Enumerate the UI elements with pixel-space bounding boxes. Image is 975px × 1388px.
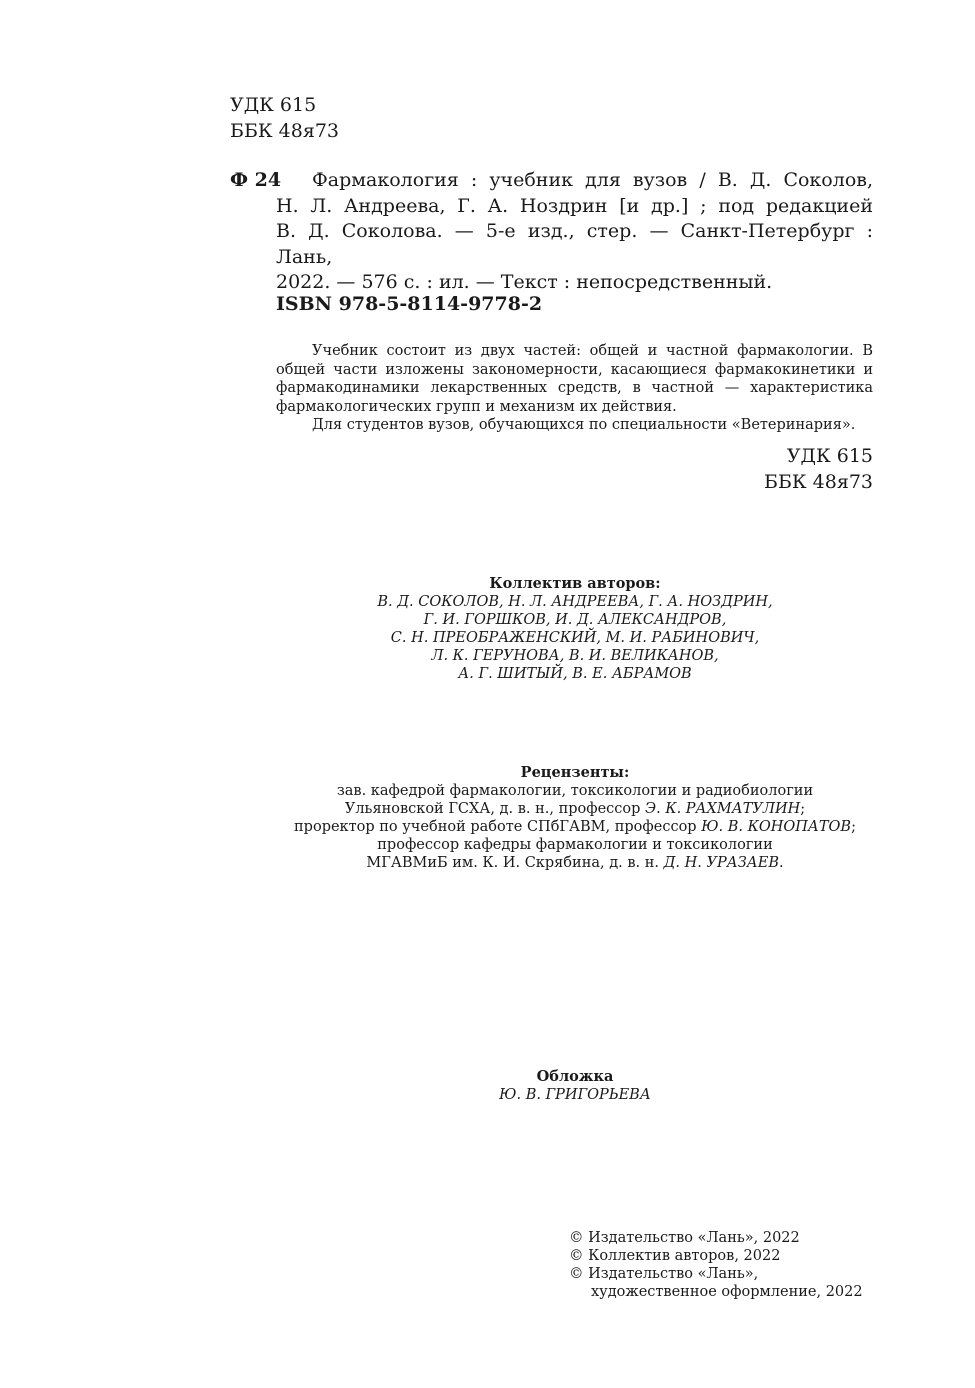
copyright-line: © Коллектив авторов, 2022 — [569, 1248, 781, 1264]
annotation-paragraph: Для студентов вузов, обучающихся по специальности «Ветеринария». — [312, 417, 856, 433]
bibliographic-description — [276, 168, 873, 296]
annotation-paragraph: Учебник состоит из двух частей: общей и частной фармакологии. В общей части изложены закономерности, касающиеся фармакокинетики и фармакодинамики лекарственных средств, в частной — характеристика фармакологических групп и механизм их действия. — [276, 343, 873, 415]
cover-block — [200, 1068, 950, 1104]
bbk-code: ББК 48я73 — [230, 120, 340, 142]
bbk-code: ББК 48я73 — [763, 471, 873, 493]
punctuation: ; — [800, 801, 806, 817]
authors-heading: Коллектив авторов: — [489, 575, 661, 592]
reviewer-line — [200, 800, 950, 818]
annotation — [276, 342, 873, 435]
copyright-line: © Издательство «Лань», — [569, 1266, 759, 1282]
reviewer-line — [200, 854, 950, 872]
isbn: ISBN 978-5-8114-9778-2 — [276, 293, 543, 315]
reviewer-name: Д. Н. УРАЗАЕВ — [663, 855, 779, 871]
bib-line: В. Д. Соколова. — 5-е изд., стер. — Санкт-Петербург : Лань, — [276, 220, 873, 268]
author-line: В. Д. СОКОЛОВ, Н. Л. АНДРЕЕВА, Г. А. НОЗДРИН, — [377, 594, 773, 610]
cover-designer: Ю. В. ГРИГОРЬЕВА — [499, 1087, 651, 1103]
copyright-line: художественное оформление, 2022 — [591, 1284, 863, 1300]
reviewer-line — [200, 818, 950, 836]
author-line: А. Г. ШИТЫЙ, В. Е. АБРАМОВ — [458, 666, 692, 682]
bib-line: Н. Л. Андреева, Г. А. Ноздрин [и др.] ; под редакцией — [276, 194, 873, 217]
bib-line: 2022. — 576 с. : ил. — Текст : непосредственный. — [276, 271, 773, 293]
author-mark: Ф 24 — [230, 169, 282, 191]
punctuation: . — [778, 855, 784, 871]
reviewer-name: Э. К. РАХМАТУЛИН — [645, 801, 801, 817]
reviewer-affiliation: МГАВМиБ им. К. И. Скрябина, д. в. н. — [366, 855, 664, 871]
reviewer-affiliation: Ульяновской ГСХА, д. в. н., профессор — [344, 801, 646, 817]
udk-code: УДК 615 — [786, 445, 873, 467]
author-line: Л. К. ГЕРУНОВА, В. И. ВЕЛИКАНОВ, — [431, 648, 719, 664]
udk-code: УДК 615 — [230, 94, 317, 116]
authors-block — [200, 575, 950, 683]
reviewers-block — [200, 764, 950, 872]
copyright-line: © Издательство «Лань», 2022 — [569, 1230, 800, 1246]
reviewer-name: Ю. В. КОНОПАТОВ — [701, 819, 852, 835]
punctuation: ; — [851, 819, 856, 835]
copyright-block — [569, 1229, 863, 1301]
bib-line: Фармакология : учебник для вузов / В. Д. Соколов, — [312, 169, 873, 191]
reviewers-heading: Рецензенты: — [520, 764, 630, 781]
reviewer-line: профессор кафедры фармакологии и токсикологии — [377, 837, 773, 853]
reviewer-affiliation: проректор по учебной работе СПбГАВМ, профессор — [294, 819, 702, 835]
classification-block — [230, 92, 339, 144]
author-line: Г. И. ГОРШКОВ, И. Д. АЛЕКСАНДРОВ, — [423, 612, 727, 628]
cover-heading: Обложка — [536, 1068, 614, 1085]
author-line: С. Н. ПРЕОБРАЖЕНСКИЙ, М. И. РАБИНОВИЧ, — [390, 630, 760, 646]
classification-right — [764, 443, 873, 495]
reviewer-line: зав. кафедрой фармакологии, токсикологии и радиобиологии — [336, 783, 814, 799]
